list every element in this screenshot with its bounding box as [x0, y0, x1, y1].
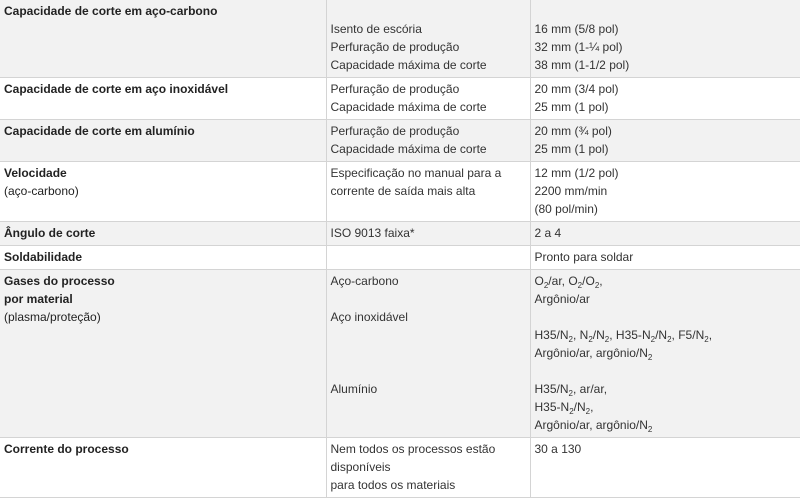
row-label: Capacidade de corte em alumínio: [4, 124, 195, 138]
value-text: 16 mm (5/8 pol): [534, 22, 619, 36]
item-text: Perfuração de produção: [330, 40, 460, 54]
gas-line-aluminum-3: Argônio/ar, argônio/$N_2$: [534, 418, 653, 434]
item-text: ISO 9013 faixa*: [330, 226, 415, 240]
item-text: disponíveis: [330, 460, 391, 474]
value-text: 2200 mm/min: [534, 184, 608, 198]
row-label-cell: [0, 78, 326, 120]
value-text: 30 a 130: [534, 442, 582, 456]
gas-line-carbon-2: Argônio/ar: [534, 292, 590, 306]
row-sublabel: (plasma/proteção): [4, 310, 101, 324]
table-row: [0, 222, 800, 246]
row-label-cell: [0, 246, 326, 270]
item-text: Perfuração de produção: [330, 124, 460, 138]
table-row: [0, 78, 800, 120]
table-row: [0, 120, 800, 162]
row-label: Ângulo de corte: [4, 226, 96, 240]
row-values-cell: [530, 222, 800, 246]
row-label-cell: [0, 222, 326, 246]
value-text: 2 a 4: [534, 226, 562, 240]
value-text: (80 pol/min): [534, 202, 598, 216]
table-row: [0, 270, 800, 438]
row-label-cell: [0, 120, 326, 162]
row-items-cell: [326, 246, 530, 270]
item-text: corrente de saída mais alta: [330, 184, 476, 198]
table-row: [0, 438, 800, 498]
row-items-cell: [326, 222, 530, 246]
row-items-cell: [326, 162, 530, 222]
gas-line-aluminum-2: $H35-N_2/N_2$,: [534, 400, 594, 416]
spacer: [331, 344, 525, 362]
row-values-cell: [530, 270, 800, 438]
row-label: Capacidade de corte em aço inoxidável: [4, 82, 229, 96]
value-text: 38 mm (1-1/2 pol): [534, 58, 630, 72]
row-label: Capacidade de corte em aço-carbono: [4, 4, 218, 18]
row-values-cell: [530, 78, 800, 120]
material-stainless-steel: Aço inoxidável: [330, 310, 408, 324]
item-text: Capacidade máxima de corte: [330, 58, 487, 72]
row-label-cell: [0, 0, 326, 78]
spacer: [535, 362, 796, 380]
spacer: [535, 308, 796, 326]
gas-line-aluminum-1: $H35/N_2$, ar/ar,: [534, 382, 608, 398]
row-sublabel: (aço-carbono): [4, 184, 79, 198]
row-label-cell: [0, 162, 326, 222]
row-label: Gases do processo: [4, 274, 115, 288]
row-label: Corrente do processo: [4, 442, 129, 456]
row-items-cell: [326, 270, 530, 438]
material-carbon-steel: Aço-carbono: [330, 274, 399, 288]
row-values-cell: [530, 162, 800, 222]
item-text: Capacidade máxima de corte: [330, 142, 487, 156]
item-text: Isento de escória: [330, 22, 422, 36]
row-items-cell: [326, 0, 530, 78]
row-values-cell: [530, 0, 800, 78]
value-text: 12 mm (1/2 pol): [534, 166, 619, 180]
value-text: Pronto para soldar: [534, 250, 634, 264]
row-label: Velocidade: [4, 166, 67, 180]
table-row: [0, 0, 800, 78]
row-values-cell: [530, 246, 800, 270]
item-text: Nem todos os processos estão: [330, 442, 496, 456]
item-text: Perfuração de produção: [330, 82, 460, 96]
spacer: [331, 362, 525, 380]
gas-line-stainless-1: $H35/N_2$, $N_2/N_2$, $H35-N_2/N_2$, $F5/N_2$,: [534, 328, 713, 344]
row-items-cell: [326, 120, 530, 162]
value-text: 32 mm (1-¼ pol): [534, 40, 623, 54]
item-text: para todos os materiais: [330, 478, 456, 492]
item-text: Especificação no manual para a: [330, 166, 502, 180]
row-label-cell: [0, 438, 326, 498]
gas-line-stainless-2: Argônio/ar, argônio/$N_2$: [534, 346, 653, 362]
table-row: [0, 246, 800, 270]
row-values-cell: [530, 120, 800, 162]
gas-line-carbon-1: $O_2/ar$, $O_2/O_2$,: [534, 274, 603, 290]
row-label-cell: [0, 270, 326, 438]
value-text: 25 mm (1 pol): [534, 142, 609, 156]
item-text: Capacidade máxima de corte: [330, 100, 487, 114]
material-aluminum: Alumínio: [330, 382, 378, 396]
row-label: por material: [4, 292, 73, 306]
row-items-cell: [326, 78, 530, 120]
row-items-cell: [326, 438, 530, 498]
table-row: [0, 162, 800, 222]
spacer: [331, 326, 525, 344]
value-text: 20 mm (¾ pol): [534, 124, 612, 138]
spacer: [331, 290, 525, 308]
row-values-cell: [530, 438, 800, 498]
row-label: Soldabilidade: [4, 250, 83, 264]
value-text: 20 mm (3/4 pol): [534, 82, 619, 96]
value-text: 25 mm (1 pol): [534, 100, 609, 114]
